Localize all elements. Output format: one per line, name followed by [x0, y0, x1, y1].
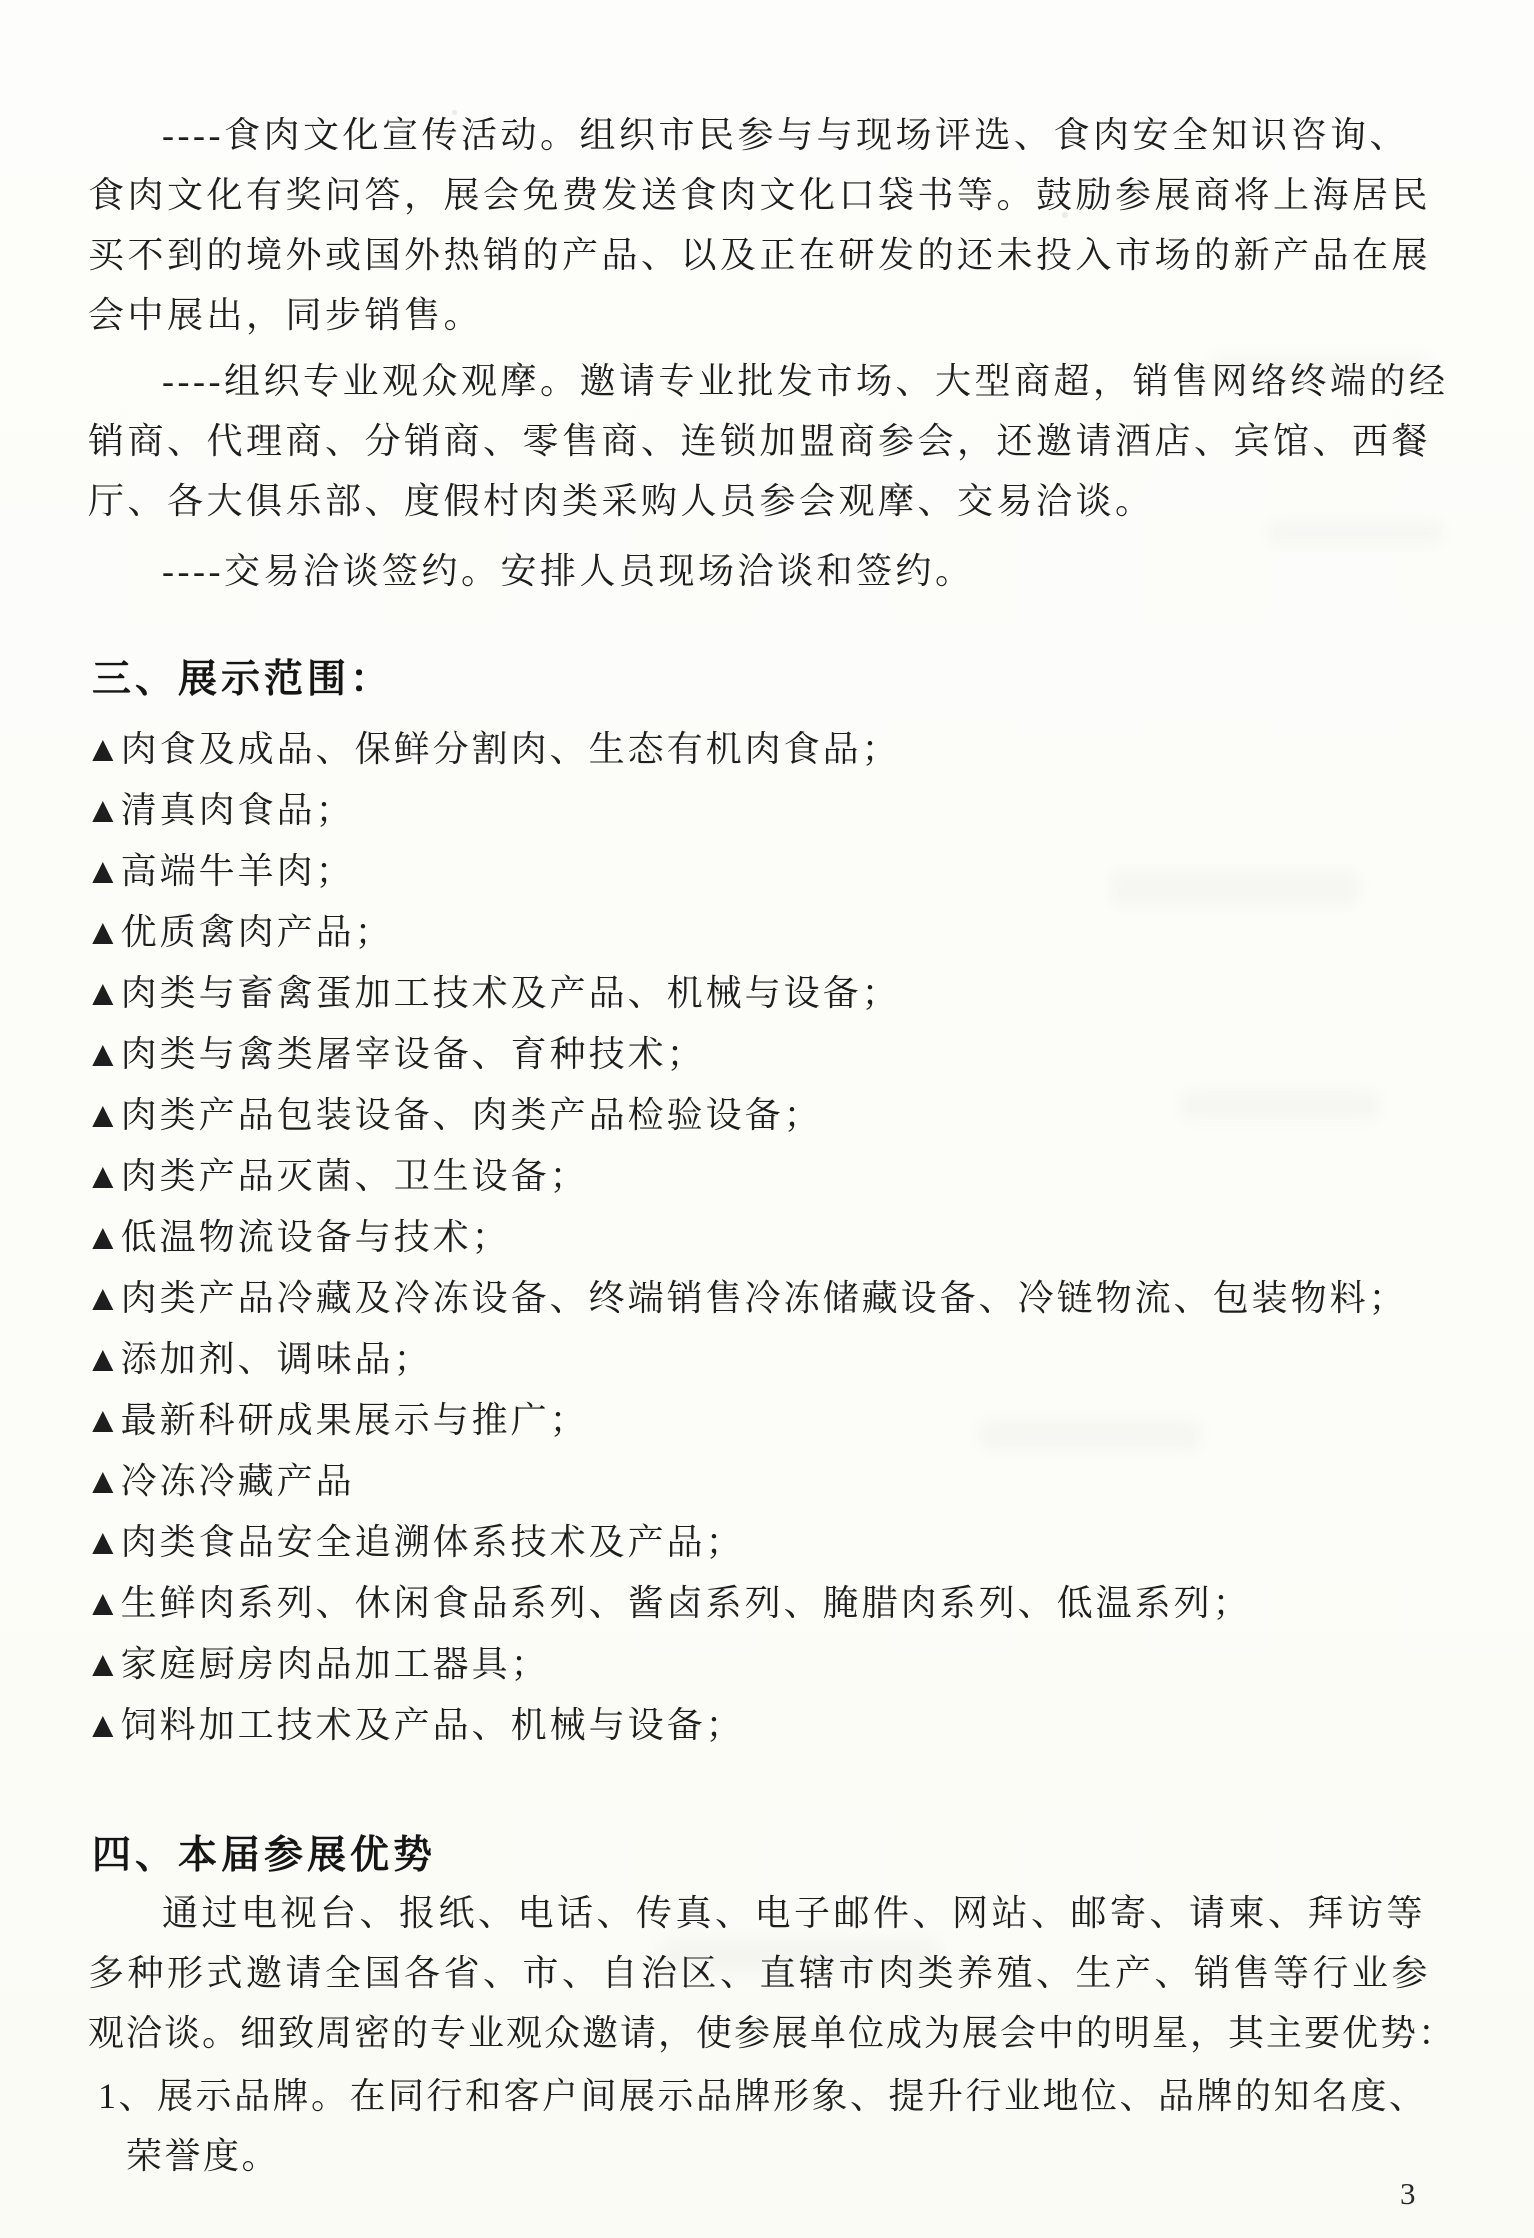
section3-heading: 三、展示范围：	[92, 658, 394, 701]
list-item	[85, 1024, 1408, 1085]
list-item-text: 肉类食品安全追溯体系技术及产品；	[120, 1522, 745, 1562]
triangle-bullet-icon: ▲	[85, 1461, 121, 1501]
text-line: 荣誉度。	[126, 2136, 281, 2176]
list-item	[85, 719, 1408, 780]
list-item	[85, 1390, 1408, 1451]
list-item	[85, 841, 1408, 902]
list-item	[85, 1146, 1408, 1207]
section4-heading: 四、本届参展优势	[92, 1834, 437, 1877]
triangle-bullet-icon: ▲	[85, 1095, 121, 1135]
list-item-text: 肉类产品灭菌、卫生设备；	[120, 1156, 589, 1196]
text-line: 销商、代理商、分销商、零售商、连锁加盟商参会，还邀请酒店、宾馆、西餐	[88, 421, 1432, 461]
text-line: 厅、各大俱乐部、度假村肉类采购人员参会观摩、交易洽谈。	[88, 481, 1155, 521]
list-item-text: 低温物流设备与技术；	[120, 1217, 511, 1257]
text-line: 1、展示品牌。在同行和客户间展示品牌形象、提升行业地位、品牌的知名度、	[98, 2076, 1428, 2116]
list-item	[85, 1512, 1408, 1573]
list-item-text: 冷冻冷藏产品	[120, 1461, 355, 1501]
text-line: ----食肉文化宣传活动。组织市民参与与现场评选、食肉安全知识咨询、	[162, 115, 1409, 155]
triangle-bullet-icon: ▲	[85, 973, 121, 1013]
triangle-bullet-icon: ▲	[85, 1400, 121, 1440]
triangle-bullet-icon: ▲	[85, 729, 121, 769]
triangle-bullet-icon: ▲	[85, 1278, 121, 1318]
list-item	[85, 1451, 1408, 1512]
list-item-text: 肉类与畜禽蛋加工技术及产品、机械与设备；	[120, 973, 901, 1013]
list-item-text: 清真肉食品；	[120, 790, 355, 830]
list-item-text: 高端牛羊肉；	[120, 851, 355, 891]
triangle-bullet-icon: ▲	[85, 1644, 121, 1684]
list-item	[85, 1268, 1408, 1329]
text-line: 买不到的境外或国外热销的产品、以及正在研发的还未投入市场的新产品在展	[88, 235, 1432, 275]
list-item-text: 饲料加工技术及产品、机械与设备；	[120, 1705, 745, 1745]
list-item-text: 肉食及成品、保鲜分割肉、生态有机肉食品；	[120, 729, 901, 769]
triangle-bullet-icon: ▲	[85, 1522, 121, 1562]
triangle-bullet-icon: ▲	[85, 1705, 121, 1745]
triangle-bullet-icon: ▲	[85, 1156, 121, 1196]
triangle-bullet-icon: ▲	[85, 912, 121, 952]
list-item	[85, 1573, 1408, 1634]
text-line: 通过电视台、报纸、电话、传真、电子邮件、网站、邮寄、请柬、拜访等	[162, 1893, 1427, 1933]
list-item-text: 肉类产品包装设备、肉类产品检验设备；	[120, 1095, 823, 1135]
numbered-point-1	[88, 2066, 1428, 2186]
triangle-bullet-icon: ▲	[85, 1034, 121, 1074]
text-line: ----交易洽谈签约。安排人员现场洽谈和签约。	[162, 551, 975, 591]
triangle-bullet-icon: ▲	[85, 1339, 121, 1379]
list-item-text: 肉类产品冷藏及冷冻设备、终端销售冷冻储藏设备、冷链物流、包装物料；	[120, 1278, 1408, 1318]
triangle-bullet-icon: ▲	[85, 1217, 121, 1257]
text-line: ----组织专业观众观摩。邀请专业批发市场、大型商超，销售网络终端的经	[162, 361, 1449, 401]
text-line: 观洽谈。细致周密的专业观众邀请，使参展单位成为展会中的明星，其主要优势：	[88, 2013, 1457, 2053]
page-number: 3	[1400, 2176, 1416, 2211]
list-item-text: 生鲜肉系列、休闲食品系列、酱卤系列、腌腊肉系列、低温系列；	[120, 1583, 1252, 1623]
paragraph-culture-activities	[88, 105, 1431, 345]
list-item-text: 肉类与禽类屠宰设备、育种技术；	[120, 1034, 706, 1074]
paragraph-deal-signing	[88, 541, 974, 601]
exhibit-scope-list	[85, 719, 1408, 1756]
list-item	[85, 1085, 1408, 1146]
list-item	[85, 902, 1408, 963]
text-line: 食肉文化有奖问答，展会免费发送食肉文化口袋书等。鼓励参展商将上海居民	[88, 175, 1432, 215]
list-item-text: 家庭厨房肉品加工器具；	[120, 1644, 550, 1684]
list-item	[85, 1329, 1408, 1390]
text-line: 多种形式邀请全国各省、市、自治区、直辖市肉类养殖、生产、销售等行业参	[88, 1953, 1432, 1993]
triangle-bullet-icon: ▲	[85, 790, 121, 830]
paragraph-professional-visitors	[88, 351, 1448, 531]
list-item	[85, 780, 1408, 841]
list-item	[85, 1634, 1408, 1695]
list-item	[85, 963, 1408, 1024]
list-item-text: 添加剂、调味品；	[120, 1339, 433, 1379]
list-item	[85, 1695, 1408, 1756]
paragraph-invitation-channels	[88, 1883, 1456, 2063]
list-item-text: 最新科研成果展示与推广；	[120, 1400, 589, 1440]
triangle-bullet-icon: ▲	[85, 1583, 121, 1623]
triangle-bullet-icon: ▲	[85, 851, 121, 891]
list-item	[85, 1207, 1408, 1268]
list-item-text: 优质禽肉产品；	[120, 912, 394, 952]
text-line: 会中展出，同步销售。	[88, 295, 484, 335]
